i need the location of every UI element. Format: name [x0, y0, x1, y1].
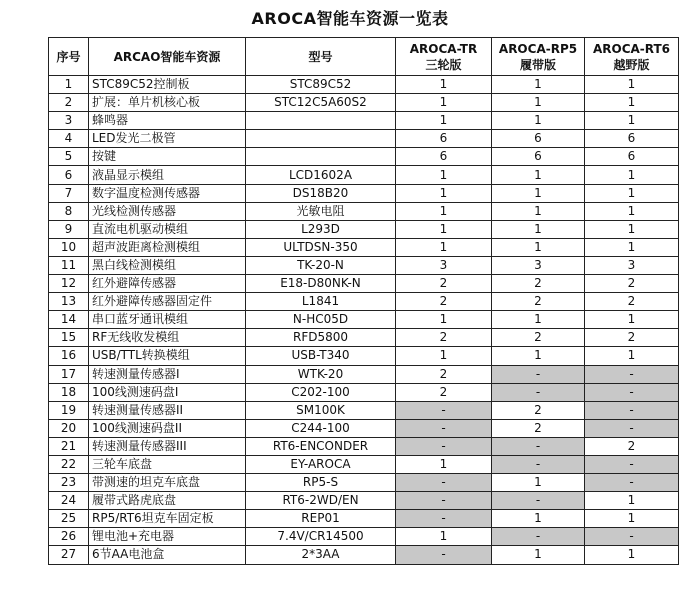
resource-name-cell: 转速测量传感器II: [89, 401, 246, 419]
row-number-cell: 6: [49, 166, 89, 184]
model-cell: EY-AROCA: [246, 455, 396, 473]
aroca-tr-qty-cell: 3: [396, 256, 492, 274]
resource-name-cell: 锂电池+充电器: [89, 528, 246, 546]
row-number-cell: 11: [49, 256, 89, 274]
table-row: [49, 275, 679, 293]
aroca-rt6-qty-cell: 6: [585, 130, 679, 148]
row-number-cell: 4: [49, 130, 89, 148]
header-aroca-tr-title: AROCA-TR: [409, 41, 478, 56]
row-number-cell: 26: [49, 528, 89, 546]
table-row: [49, 365, 679, 383]
aroca-rp5-qty-cell: 2: [492, 419, 585, 437]
row-number-cell: 24: [49, 492, 89, 510]
aroca-tr-qty-cell: 6: [396, 130, 492, 148]
aroca-rp5-qty-cell: 1: [492, 546, 585, 564]
table-row: [49, 220, 679, 238]
resource-name-cell: 100线测速码盘I: [89, 383, 246, 401]
aroca-tr-qty-cell: 1: [396, 220, 492, 238]
table-row: [49, 166, 679, 184]
aroca-rp5-qty-cell: 1: [492, 347, 585, 365]
resource-name-cell: LED发光二极管: [89, 130, 246, 148]
aroca-rt6-qty-cell: -: [585, 383, 679, 401]
header-aroca-rp5-subtitle: 履带版: [519, 57, 556, 72]
aroca-rt6-qty-cell: 1: [585, 220, 679, 238]
aroca-rp5-qty-cell: 1: [492, 76, 585, 94]
model-cell: E18-D80NK-N: [246, 275, 396, 293]
resource-name-cell: 按键: [89, 148, 246, 166]
table-row: [49, 112, 679, 130]
aroca-tr-qty-cell: 2: [396, 275, 492, 293]
row-number-cell: 9: [49, 220, 89, 238]
aroca-rp5-qty-cell: 1: [492, 202, 585, 220]
aroca-rt6-qty-cell: 3: [585, 256, 679, 274]
aroca-tr-qty-cell: 6: [396, 148, 492, 166]
row-number-cell: 14: [49, 311, 89, 329]
aroca-rt6-qty-cell: 2: [585, 275, 679, 293]
header-name: ARCAO智能车资源: [89, 38, 246, 76]
aroca-tr-qty-cell: 1: [396, 455, 492, 473]
table-row: [49, 474, 679, 492]
page-title: AROCA智能车资源一览表: [251, 9, 449, 28]
aroca-rp5-qty-cell: 2: [492, 275, 585, 293]
aroca-tr-qty-cell: -: [396, 437, 492, 455]
row-number-cell: 23: [49, 474, 89, 492]
aroca-rp5-qty-cell: -: [492, 383, 585, 401]
aroca-rt6-qty-cell: 2: [585, 437, 679, 455]
aroca-tr-qty-cell: 2: [396, 365, 492, 383]
resource-name-cell: RP5/RT6坦克车固定板: [89, 510, 246, 528]
model-cell: WTK-20: [246, 365, 396, 383]
header-aroca-rp5-title: AROCA-RP5: [498, 41, 578, 56]
table-row: [49, 256, 679, 274]
table-row: [49, 329, 679, 347]
resource-name-cell: 6节AA电池盒: [89, 546, 246, 564]
row-number-cell: 13: [49, 293, 89, 311]
row-number-cell: 3: [49, 112, 89, 130]
aroca-tr-qty-cell: -: [396, 419, 492, 437]
row-number-cell: 10: [49, 238, 89, 256]
table-row: [49, 528, 679, 546]
table-row: [49, 76, 679, 94]
aroca-rt6-qty-cell: -: [585, 455, 679, 473]
header-aroca-rt6: [585, 38, 679, 76]
model-cell: [246, 148, 396, 166]
table-row: [49, 94, 679, 112]
aroca-rp5-qty-cell: 3: [492, 256, 585, 274]
aroca-rp5-qty-cell: 1: [492, 311, 585, 329]
table-row: [49, 383, 679, 401]
table-row: [49, 238, 679, 256]
header-no: 序号: [49, 38, 89, 76]
header-aroca-rt6-title: AROCA-RT6: [592, 41, 671, 56]
model-cell: RT6-ENCONDER: [246, 437, 396, 455]
aroca-tr-qty-cell: -: [396, 474, 492, 492]
resource-name-cell: 蜂鸣器: [89, 112, 246, 130]
aroca-rt6-qty-cell: 1: [585, 166, 679, 184]
resource-name-cell: 带测速的坦克车底盘: [89, 474, 246, 492]
header-aroca-rp5: [492, 38, 585, 76]
table-row: [49, 401, 679, 419]
row-number-cell: 15: [49, 329, 89, 347]
model-cell: C202-100: [246, 383, 396, 401]
model-cell: N-HC05D: [246, 311, 396, 329]
aroca-rt6-qty-cell: -: [585, 419, 679, 437]
aroca-rt6-qty-cell: -: [585, 474, 679, 492]
aroca-rt6-qty-cell: 1: [585, 510, 679, 528]
resource-name-cell: 红外避障传感器固定件: [89, 293, 246, 311]
resource-name-cell: 液晶显示模组: [89, 166, 246, 184]
aroca-rt6-qty-cell: 1: [585, 76, 679, 94]
table-row: [49, 184, 679, 202]
model-cell: DS18B20: [246, 184, 396, 202]
table-row: [49, 130, 679, 148]
aroca-rp5-qty-cell: 1: [492, 510, 585, 528]
aroca-rt6-qty-cell: -: [585, 401, 679, 419]
row-number-cell: 20: [49, 419, 89, 437]
row-number-cell: 5: [49, 148, 89, 166]
aroca-tr-qty-cell: 1: [396, 311, 492, 329]
model-cell: LCD1602A: [246, 166, 396, 184]
model-cell: 7.4V/CR14500: [246, 528, 396, 546]
aroca-rp5-qty-cell: 1: [492, 166, 585, 184]
aroca-rt6-qty-cell: 1: [585, 202, 679, 220]
header-aroca-tr: [396, 38, 492, 76]
aroca-rp5-qty-cell: 6: [492, 148, 585, 166]
row-number-cell: 16: [49, 347, 89, 365]
aroca-tr-qty-cell: 1: [396, 238, 492, 256]
aroca-rt6-qty-cell: 2: [585, 293, 679, 311]
model-cell: C244-100: [246, 419, 396, 437]
model-cell: 光敏电阻: [246, 202, 396, 220]
aroca-rt6-qty-cell: 1: [585, 238, 679, 256]
row-number-cell: 18: [49, 383, 89, 401]
aroca-tr-qty-cell: 1: [396, 184, 492, 202]
resource-name-cell: 扩展：单片机核心板: [89, 94, 246, 112]
aroca-rp5-qty-cell: -: [492, 455, 585, 473]
header-model: 型号: [246, 38, 396, 76]
aroca-rp5-qty-cell: 1: [492, 238, 585, 256]
aroca-tr-qty-cell: 2: [396, 329, 492, 347]
table-row: [49, 202, 679, 220]
resource-name-cell: RF无线收发模组: [89, 329, 246, 347]
model-cell: RFD5800: [246, 329, 396, 347]
aroca-tr-qty-cell: 1: [396, 112, 492, 130]
header-aroca-rt6-subtitle: 越野版: [613, 57, 650, 72]
resource-name-cell: 转速测量传感器I: [89, 365, 246, 383]
aroca-tr-qty-cell: -: [396, 510, 492, 528]
resource-name-cell: 数字温度检测传感器: [89, 184, 246, 202]
model-cell: [246, 112, 396, 130]
aroca-rp5-qty-cell: 1: [492, 220, 585, 238]
row-number-cell: 22: [49, 455, 89, 473]
aroca-rp5-qty-cell: 2: [492, 293, 585, 311]
aroca-rt6-qty-cell: 1: [585, 112, 679, 130]
resource-name-cell: 超声波距离检测模组: [89, 238, 246, 256]
resource-name-cell: 直流电机驱动模组: [89, 220, 246, 238]
aroca-rp5-qty-cell: 2: [492, 401, 585, 419]
table-row: [49, 347, 679, 365]
aroca-rt6-qty-cell: -: [585, 365, 679, 383]
model-cell: USB-T340: [246, 347, 396, 365]
aroca-tr-qty-cell: -: [396, 492, 492, 510]
resource-name-cell: 履带式路虎底盘: [89, 492, 246, 510]
model-cell: [246, 130, 396, 148]
table-row: [49, 546, 679, 564]
row-number-cell: 27: [49, 546, 89, 564]
aroca-rp5-qty-cell: -: [492, 528, 585, 546]
model-cell: SM100K: [246, 401, 396, 419]
header-aroca-tr-subtitle: 三轮版: [425, 57, 462, 72]
resource-name-cell: 三轮车底盘: [89, 455, 246, 473]
model-cell: TK-20-N: [246, 256, 396, 274]
aroca-rt6-qty-cell: 1: [585, 94, 679, 112]
model-cell: REP01: [246, 510, 396, 528]
resource-name-cell: 红外避障传感器: [89, 275, 246, 293]
resource-name-cell: 光线检测传感器: [89, 202, 246, 220]
model-cell: STC89C52: [246, 76, 396, 94]
aroca-tr-qty-cell: 1: [396, 528, 492, 546]
model-cell: STC12C5A60S2: [246, 94, 396, 112]
aroca-tr-qty-cell: 2: [396, 293, 492, 311]
row-number-cell: 1: [49, 76, 89, 94]
table-header-row: [49, 38, 679, 76]
model-cell: RP5-S: [246, 474, 396, 492]
resource-name-cell: USB/TTL转换模组: [89, 347, 246, 365]
aroca-rp5-qty-cell: 1: [492, 112, 585, 130]
aroca-rp5-qty-cell: -: [492, 365, 585, 383]
table-row: [49, 437, 679, 455]
aroca-tr-qty-cell: 1: [396, 202, 492, 220]
model-cell: RT6-2WD/EN: [246, 492, 396, 510]
table-row: [49, 419, 679, 437]
aroca-rp5-qty-cell: 2: [492, 329, 585, 347]
aroca-tr-qty-cell: 1: [396, 94, 492, 112]
aroca-tr-qty-cell: 2: [396, 383, 492, 401]
resource-name-cell: 串口蓝牙通讯模组: [89, 311, 246, 329]
aroca-rt6-qty-cell: 6: [585, 148, 679, 166]
aroca-rt6-qty-cell: 2: [585, 329, 679, 347]
row-number-cell: 8: [49, 202, 89, 220]
aroca-rp5-qty-cell: 1: [492, 474, 585, 492]
aroca-rt6-qty-cell: 1: [585, 546, 679, 564]
row-number-cell: 25: [49, 510, 89, 528]
resource-name-cell: 转速测量传感器III: [89, 437, 246, 455]
table-row: [49, 148, 679, 166]
row-number-cell: 19: [49, 401, 89, 419]
aroca-rt6-qty-cell: 1: [585, 184, 679, 202]
model-cell: ULTDSN-350: [246, 238, 396, 256]
aroca-rp5-qty-cell: -: [492, 437, 585, 455]
aroca-tr-qty-cell: -: [396, 401, 492, 419]
table-row: [49, 492, 679, 510]
aroca-rp5-qty-cell: 1: [492, 94, 585, 112]
row-number-cell: 7: [49, 184, 89, 202]
resource-table: [48, 37, 679, 565]
aroca-tr-qty-cell: -: [396, 546, 492, 564]
resource-name-cell: 黑白线检测模组: [89, 256, 246, 274]
aroca-rt6-qty-cell: 1: [585, 347, 679, 365]
aroca-rt6-qty-cell: 1: [585, 492, 679, 510]
row-number-cell: 17: [49, 365, 89, 383]
aroca-rt6-qty-cell: -: [585, 528, 679, 546]
aroca-rp5-qty-cell: 6: [492, 130, 585, 148]
row-number-cell: 2: [49, 94, 89, 112]
table-row: [49, 510, 679, 528]
aroca-tr-qty-cell: 1: [396, 347, 492, 365]
aroca-rp5-qty-cell: -: [492, 492, 585, 510]
model-cell: 2*3AA: [246, 546, 396, 564]
aroca-rp5-qty-cell: 1: [492, 184, 585, 202]
row-number-cell: 21: [49, 437, 89, 455]
aroca-tr-qty-cell: 1: [396, 166, 492, 184]
model-cell: L1841: [246, 293, 396, 311]
table-row: [49, 311, 679, 329]
table-row: [49, 293, 679, 311]
model-cell: L293D: [246, 220, 396, 238]
resource-name-cell: STC89C52控制板: [89, 76, 246, 94]
resource-name-cell: 100线测速码盘II: [89, 419, 246, 437]
aroca-tr-qty-cell: 1: [396, 76, 492, 94]
aroca-rt6-qty-cell: 1: [585, 311, 679, 329]
row-number-cell: 12: [49, 275, 89, 293]
table-row: [49, 455, 679, 473]
